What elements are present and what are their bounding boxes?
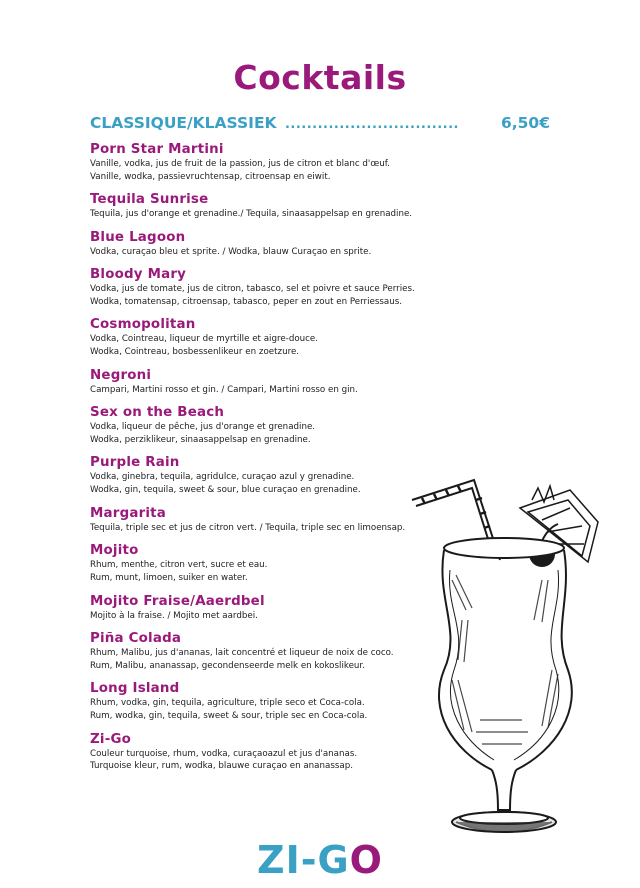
- cocktail-name: Negroni: [90, 367, 152, 383]
- cocktail-desc-fr: Mojito à la fraise. / Mojito met aardbei.: [90, 610, 258, 621]
- cocktail-desc-fr: Tequila, jus d'orange et grenadine./ Tequila, sinaasappelsap en grenadine.: [90, 209, 413, 220]
- cocktail-desc-nl: Wodka, gin, tequila, sweet & sour, blue curaçao en grenadine.: [90, 485, 361, 496]
- cocktail-name: Mojito: [90, 543, 139, 559]
- cocktail-glass-icon: [392, 470, 614, 840]
- list-item: [90, 229, 510, 259]
- section-price: 6,50€: [500, 114, 550, 132]
- section-label: CLASSIQUE/KLASSIEK: [90, 114, 277, 132]
- cocktail-name: Bloody Mary: [90, 267, 187, 283]
- cocktail-desc-nl: Rum, Malibu, ananassap, gecondenseerde melk en kokoslikeur.: [90, 660, 365, 671]
- cocktail-desc-nl: Turquoise kleur, rum, wodka, blauwe curaçao en ananassap.: [90, 761, 353, 772]
- list-item: [90, 316, 510, 359]
- cocktail-desc-fr: Campari, Martini rosso et gin. / Campari, Martini rosso en gin.: [90, 384, 358, 395]
- cocktail-desc-fr: Vodka, jus de tomate, jus de citron, tabasco, sel et poivre et sauce Perries.: [90, 284, 415, 295]
- cocktail-desc-fr: Vanille, vodka, jus de fruit de la passion, jus de citron et blanc d'œuf.: [90, 159, 390, 169]
- cocktail-name: Tequila Sunrise: [90, 192, 209, 208]
- cocktail-desc-nl: Wodka, perziklikeur, sinaasappelsap en grenadine.: [90, 435, 311, 446]
- glass-shading: [452, 575, 558, 744]
- cocktail-desc-nl: Wodka, tomatensap, citroensap, tabasco, peper en zout en Perriessaus.: [90, 297, 403, 308]
- cocktail-desc-fr: Vodka, curaçao bleu et sprite. / Wodka, blauw Curaçao en sprite.: [90, 246, 372, 257]
- logo-text: ZI-G: [257, 838, 350, 882]
- section-dots: ................................: [284, 117, 459, 132]
- cocktail-desc-fr: Vodka, liqueur de pêche, jus d'orange et grenadine.: [90, 422, 316, 433]
- cocktail-name: Mojito Fraise/Aaerdbel: [90, 593, 265, 609]
- logo-o: O: [349, 838, 383, 882]
- list-item: [90, 141, 510, 184]
- cocktail-desc-nl: Rum, wodka, gin, tequila, sweet & sour, triple sec en Coca-cola.: [90, 711, 368, 722]
- cocktail-name: Blue Lagoon: [90, 229, 186, 245]
- cocktail-name: Long Island: [90, 681, 180, 697]
- list-item: [90, 266, 510, 309]
- cocktail-name: Piña Colada: [90, 630, 182, 646]
- cocktail-desc-nl: Vanille, wodka, passievruchtensap, citroensap en eiwit.: [90, 171, 331, 182]
- glass-stem: [452, 770, 556, 832]
- section-header: [90, 114, 550, 132]
- cocktail-name: Cosmopolitan: [90, 317, 196, 333]
- cocktail-desc-fr: Couleur turquoise, rhum, vodka, curaçaoazul et jus d'ananas.: [90, 748, 358, 759]
- list-item: [90, 191, 510, 221]
- cocktail-name: Sex on the Beach: [90, 405, 225, 421]
- cocktail-desc-fr: Vodka, Cointreau, liqueur de myrtille et aigre-douce.: [90, 334, 319, 345]
- cocktail-name: Purple Rain: [90, 455, 180, 471]
- list-item: [90, 404, 510, 447]
- cocktail-desc-nl: Wodka, Cointreau, bosbessenlikeur en zoetzure.: [90, 347, 300, 358]
- cocktail-name: Margarita: [90, 505, 167, 521]
- page-title: Cocktails: [233, 58, 407, 97]
- brand-logo: [0, 838, 640, 882]
- cocktail-desc-fr: Rhum, menthe, citron vert, sucre et eau.: [90, 560, 268, 571]
- cocktail-desc-fr: Rhum, vodka, gin, tequila, agriculture, triple seco et Coca-cola.: [90, 698, 365, 709]
- list-item: [90, 367, 510, 397]
- cocktail-desc-nl: Rum, munt, limoen, suiker en water.: [90, 573, 248, 584]
- cocktail-desc-fr: Tequila, triple sec et jus de citron vert. / Tequila, triple sec en limoensap.: [90, 522, 406, 533]
- cocktail-desc-fr: Rhum, Malibu, jus d'ananas, lait concentré et liqueur de noix de coco.: [90, 647, 394, 658]
- cocktail-desc-fr: Vodka, ginebra, tequila, agridulce, curaçao azul y grenadine.: [90, 472, 355, 483]
- cocktail-name: Zi-Go: [90, 731, 132, 747]
- cocktail-name: Porn Star Martini: [90, 142, 224, 157]
